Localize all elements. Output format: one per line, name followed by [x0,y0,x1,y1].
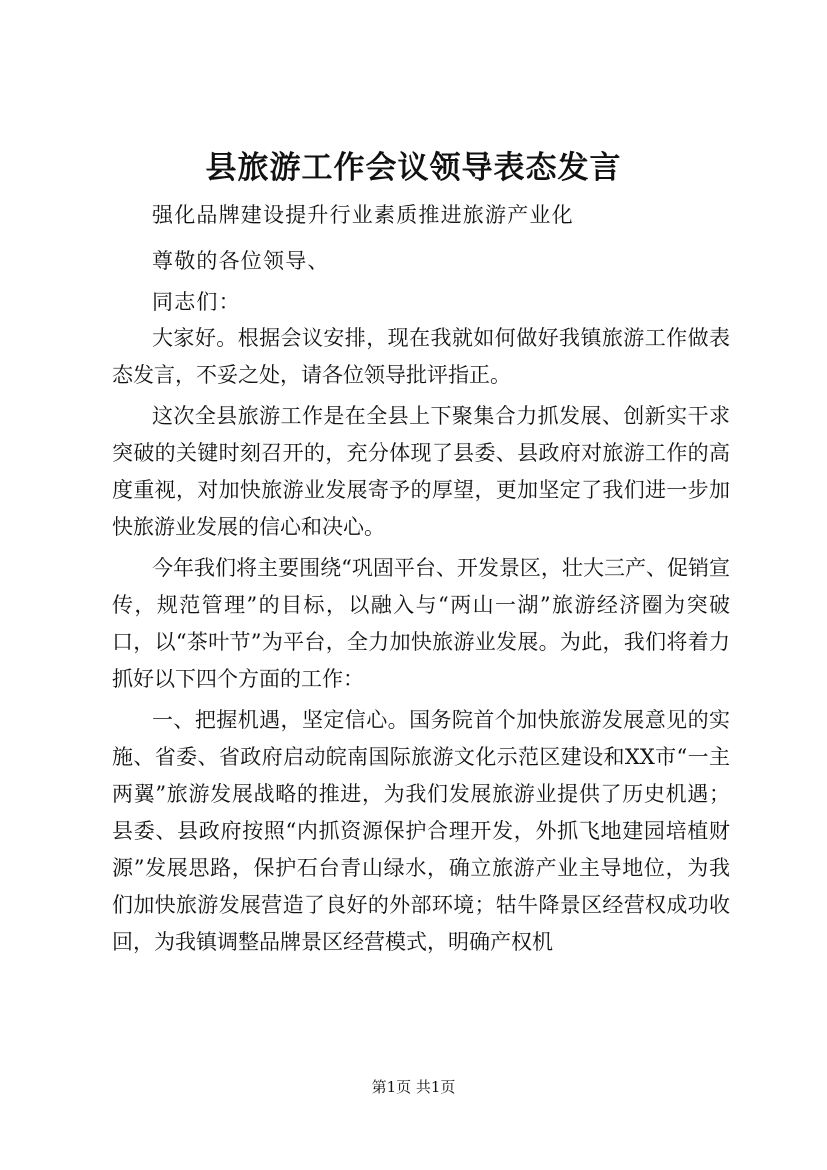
paragraph: 一、把握机遇，坚定信心。国务院首个加快旅游发展意见的实施、省委、省政府启动皖南国际旅游文化示范区建设和XX市“一主两翼”旅游发展战略的推进，为我们发展旅游业提供了历史机遇；县委、县政府按照“内抓资源保护合理开发，外抓飞地建园培植财源”发展思路，保护石台青山绿水，确立旅游产业主导地位，为我们加快旅游发展营造了良好的外部环境；牯牛降景区经营权成功收回，为我镇调整品牌景区经营模式，明确产权机 [112,708,730,954]
paragraph: 大家好。根据会议安排，现在我就如何做好我镇旅游工作做表态发言，不妥之处，请各位领导批评指正。 [112,326,730,387]
page-footer: 第1页 共1页 [371,1078,456,1096]
page-title: 县旅游工作会议领导表态发言 [205,150,622,186]
paragraph: 这次全县旅游工作是在全县上下聚集合力抓发展、创新实干求突破的关键时刻召开的，充分体现了县委、县政府对旅游工作的高度重视，对加快旅游业发展寄予的厚望，更加坚定了我们进一步加快旅游业发展的信心和决心。 [112,404,730,539]
salutation-comrades: 同志们： [152,290,241,314]
document-body [112,320,730,961]
paragraph: 今年我们将主要围绕“巩固平台、开发景区，壮大三产、促销宣传，规范管理”的目标，以融入与“两山一湖”旅游经济圈为突破口，以“茶叶节”为平台，全力加快旅游业发展。为此，我们将着力抓好以下四个方面的工作： [112,556,730,691]
salutation-leaders: 尊敬的各位领导、 [152,249,330,273]
subtitle: 强化品牌建设提升行业素质推进旅游产业化 [152,203,574,227]
